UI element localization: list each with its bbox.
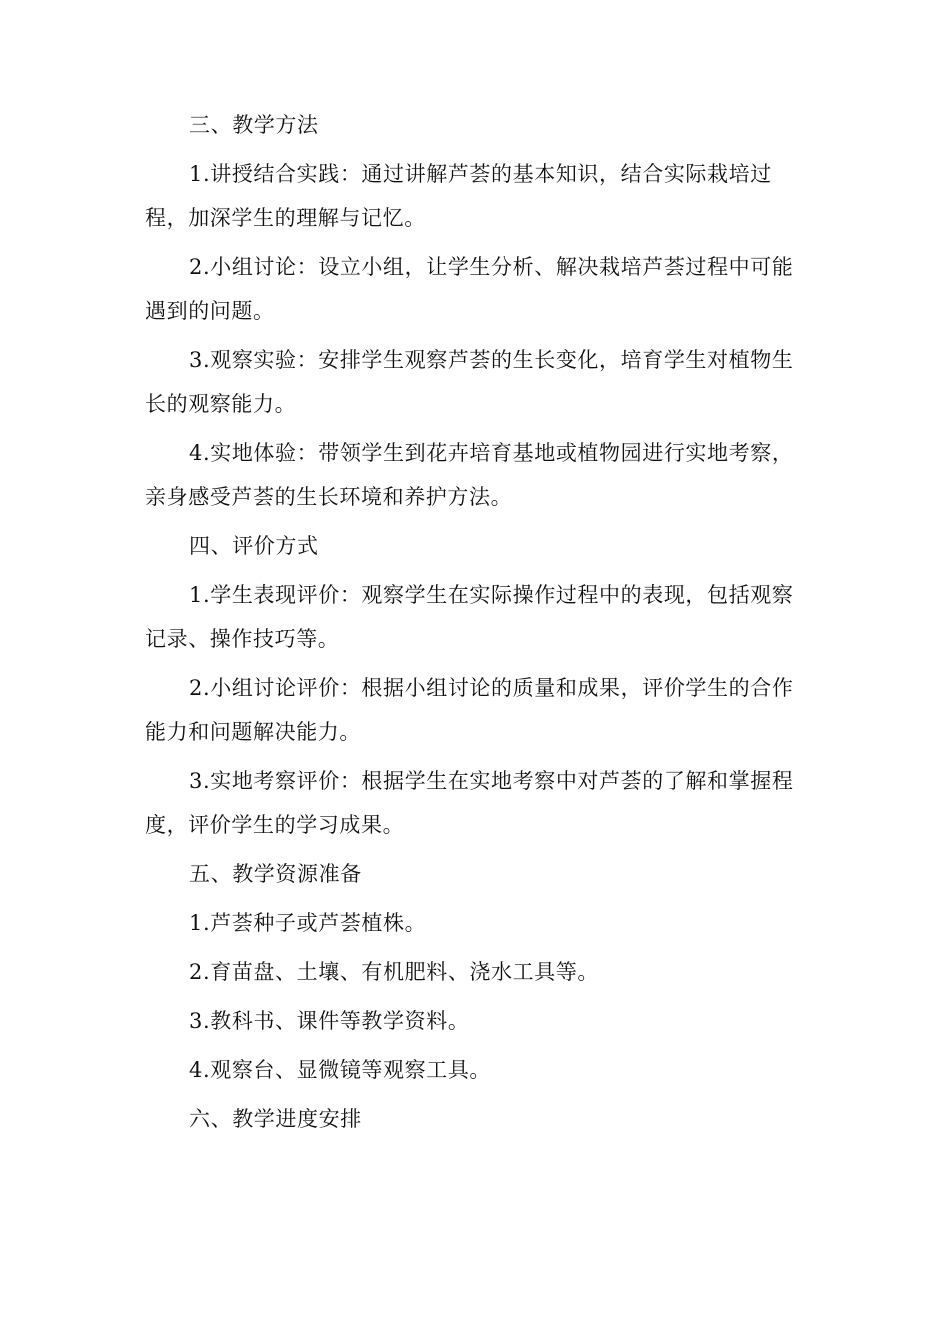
document-body xyxy=(145,103,805,1146)
section-heading-methods: 三、教学方法 xyxy=(189,113,319,137)
method-item-4: 4.实地体验：带领学生到花卉培育基地或植物园进行实地考察，亲身感受芦荟的生长环境和养护方法。 xyxy=(145,441,794,509)
method-item-2: 2.小组讨论：设立小组，让学生分析、解决栽培芦荟过程中可能遇到的问题。 xyxy=(145,255,794,323)
evaluation-item-2: 2.小组讨论评价：根据小组讨论的质量和成果，评价学生的合作能力和问题解决能力。 xyxy=(145,676,794,744)
resource-item-1: 1.芦荟种子或芦荟植株。 xyxy=(189,911,427,935)
resource-item-3: 3.教科书、课件等教学资料。 xyxy=(189,1009,470,1033)
section-heading-schedule: 六、教学进度安排 xyxy=(189,1107,362,1131)
section-heading-resources: 五、教学资源准备 xyxy=(189,862,362,886)
method-item-3: 3.观察实验：安排学生观察芦荟的生长变化，培育学生对植物生长的观察能力。 xyxy=(145,348,794,416)
evaluation-item-3: 3.实地考察评价：根据学生在实地考察中对芦荟的了解和掌握程度，评价学生的学习成果。 xyxy=(145,769,794,837)
method-item-1: 1.讲授结合实践：通过讲解芦荟的基本知识，结合实际栽培过程，加深学生的理解与记忆。 xyxy=(145,162,772,230)
evaluation-item-1: 1.学生表现评价：观察学生在实际操作过程中的表现，包括观察记录、操作技巧等。 xyxy=(145,583,794,651)
resource-item-4: 4.观察台、显微镜等观察工具。 xyxy=(189,1058,492,1082)
section-heading-evaluation: 四、评价方式 xyxy=(189,534,319,558)
resource-item-2: 2.育苗盘、土壤、有机肥料、浇水工具等。 xyxy=(189,960,600,984)
